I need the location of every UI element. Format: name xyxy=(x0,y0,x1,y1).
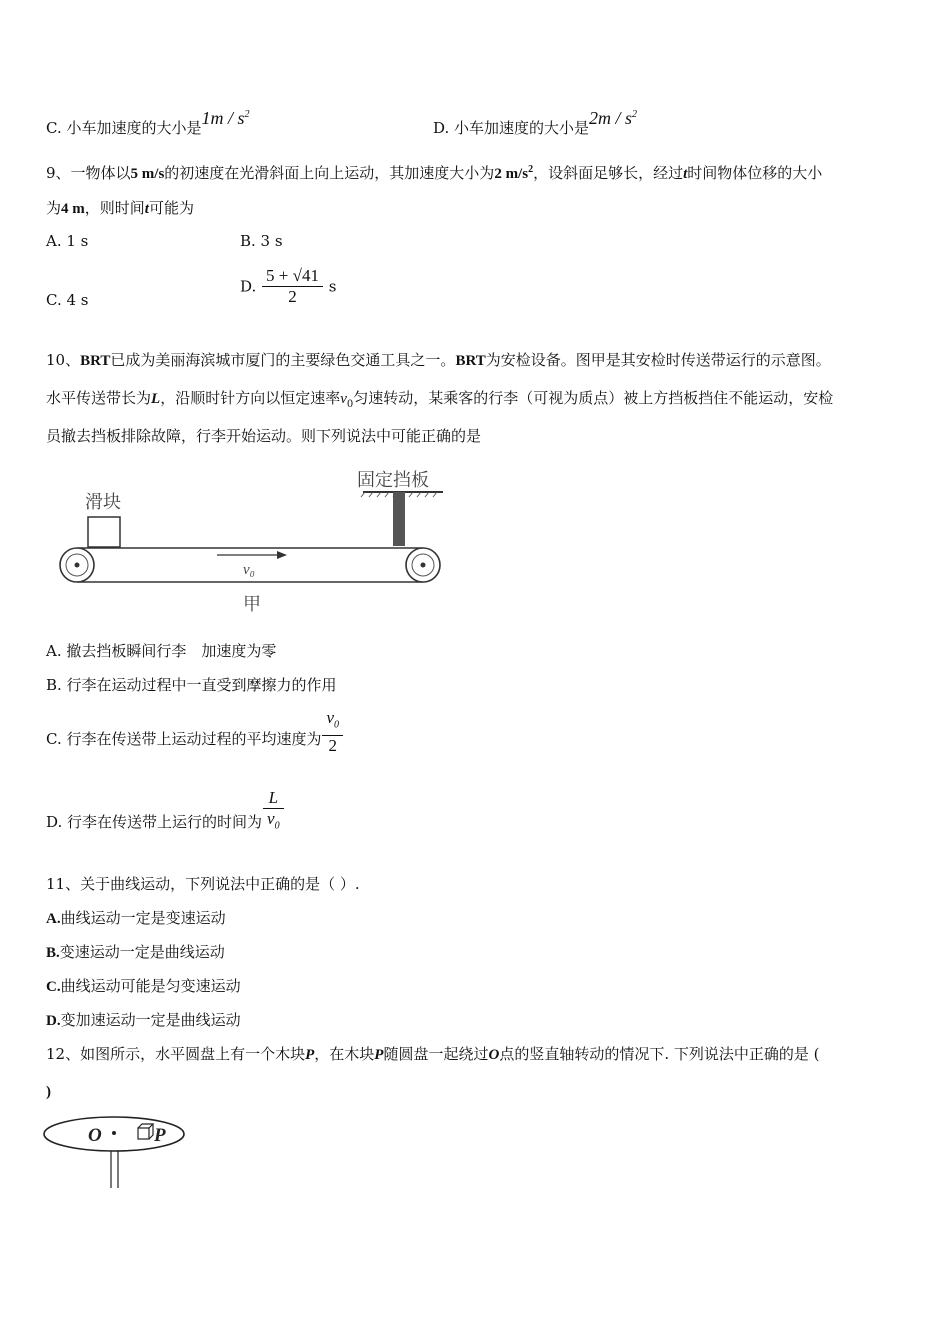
rotating-disc-figure xyxy=(42,1112,192,1192)
q12-stem-line1: 12、如图所示，水平圆盘上有一个木块P，在木块P随圆盘一起绕过O点的竖直轴转动的情况下. 下列说法中正确的是 ( xyxy=(46,1045,820,1063)
q9-option-d-fraction: $\frac{5 + √41}{2}$ xyxy=(264,266,321,307)
fig-p-label: P xyxy=(154,1125,166,1146)
fig-center-dot xyxy=(112,1131,116,1135)
fig-slider-label: 滑块 xyxy=(85,492,121,513)
q8-option-c: C. 小车加速度的大小是$1m / s^2$ xyxy=(46,108,250,137)
fig-slider-block xyxy=(88,517,120,547)
q8-option-d: D. 小车加速度的大小是$2m / s^2$ xyxy=(433,108,638,137)
q9-stem-line2: 为4 m，则时间t可能为 xyxy=(46,199,194,217)
q9-option-d: D. $\frac{5 + √41}{2}$ s xyxy=(240,266,337,306)
q8-option-d-value: $2m / s^2$ xyxy=(589,108,638,128)
q10-stem-line3: 员撤去挡板排除故障，行李开始运动。则下列说法中可能正确的是 xyxy=(46,427,482,445)
fig-baffle-label: 固定挡板 xyxy=(357,470,429,491)
q10-option-b: B. 行李在运动过程中一直受到摩擦力的作用 xyxy=(46,676,337,694)
q10-stem-line1: 10、BRT已成为美丽海滨城市厦门的主要绿色交通工具之一。BRT为安检设备。图甲是其安检时传送带运行的示意图。 xyxy=(46,351,831,369)
fig-right-axle xyxy=(421,563,426,568)
q9-option-a: A. 1 s xyxy=(46,232,89,250)
fig-left-axle xyxy=(75,563,80,568)
q11-option-a: A.曲线运动一定是变速运动 xyxy=(46,909,226,927)
q9-option-c: C. 4 s xyxy=(46,291,89,309)
q10-option-d-fraction: $\frac{L}{v_0}$ xyxy=(265,788,282,836)
q10-stem-line2: 水平传送带长为L，沿顺时针方向以恒定速率$v_0$匀速转动，某乘客的行李（可视为质点）被上方挡板挡住不能运动，安检 xyxy=(46,389,834,410)
fig-velocity-arrowhead xyxy=(277,551,287,559)
q12-stem-line2: ) xyxy=(46,1084,51,1100)
fig-o-label: O xyxy=(88,1125,102,1146)
q11-option-b: B.变速运动一定是曲线运动 xyxy=(46,943,225,961)
fig-v0-label: v₀ xyxy=(243,562,255,578)
q11-option-c: C.曲线运动可能是匀变速运动 xyxy=(46,977,241,995)
q10-option-c: C. 行李在传送带上运动过程的平均速度为 $\frac{v_0}{2}$ xyxy=(46,708,344,756)
q11-stem: 11、关于曲线运动，下列说法中正确的是（ ）. xyxy=(46,875,360,893)
conveyor-belt-figure xyxy=(55,462,455,622)
q10-option-d: D. 行李在传送带上运行的时间为 $\frac{L}{v_0}$ xyxy=(46,788,285,836)
q9-option-b: B. 3 s xyxy=(240,232,283,250)
q9-stem-line1: 9、一物体以5 m/s的初速度在光滑斜面上向上运动，其加速度大小为2 $m/s^2$，设斜面足够长，经过t时间物体位移的大小 xyxy=(46,164,823,182)
q11-option-d: D.变加速运动一定是曲线运动 xyxy=(46,1011,241,1029)
q10-option-c-fraction: $\frac{v_0}{2}$ xyxy=(324,708,341,756)
q8-option-c-value: $1m / s^2$ xyxy=(201,108,250,128)
fig-caption: 甲 xyxy=(243,594,261,615)
fig-baffle-plate xyxy=(393,492,405,546)
q10-option-a: A. 撤去挡板瞬间行李 加速度为零 xyxy=(46,642,277,660)
